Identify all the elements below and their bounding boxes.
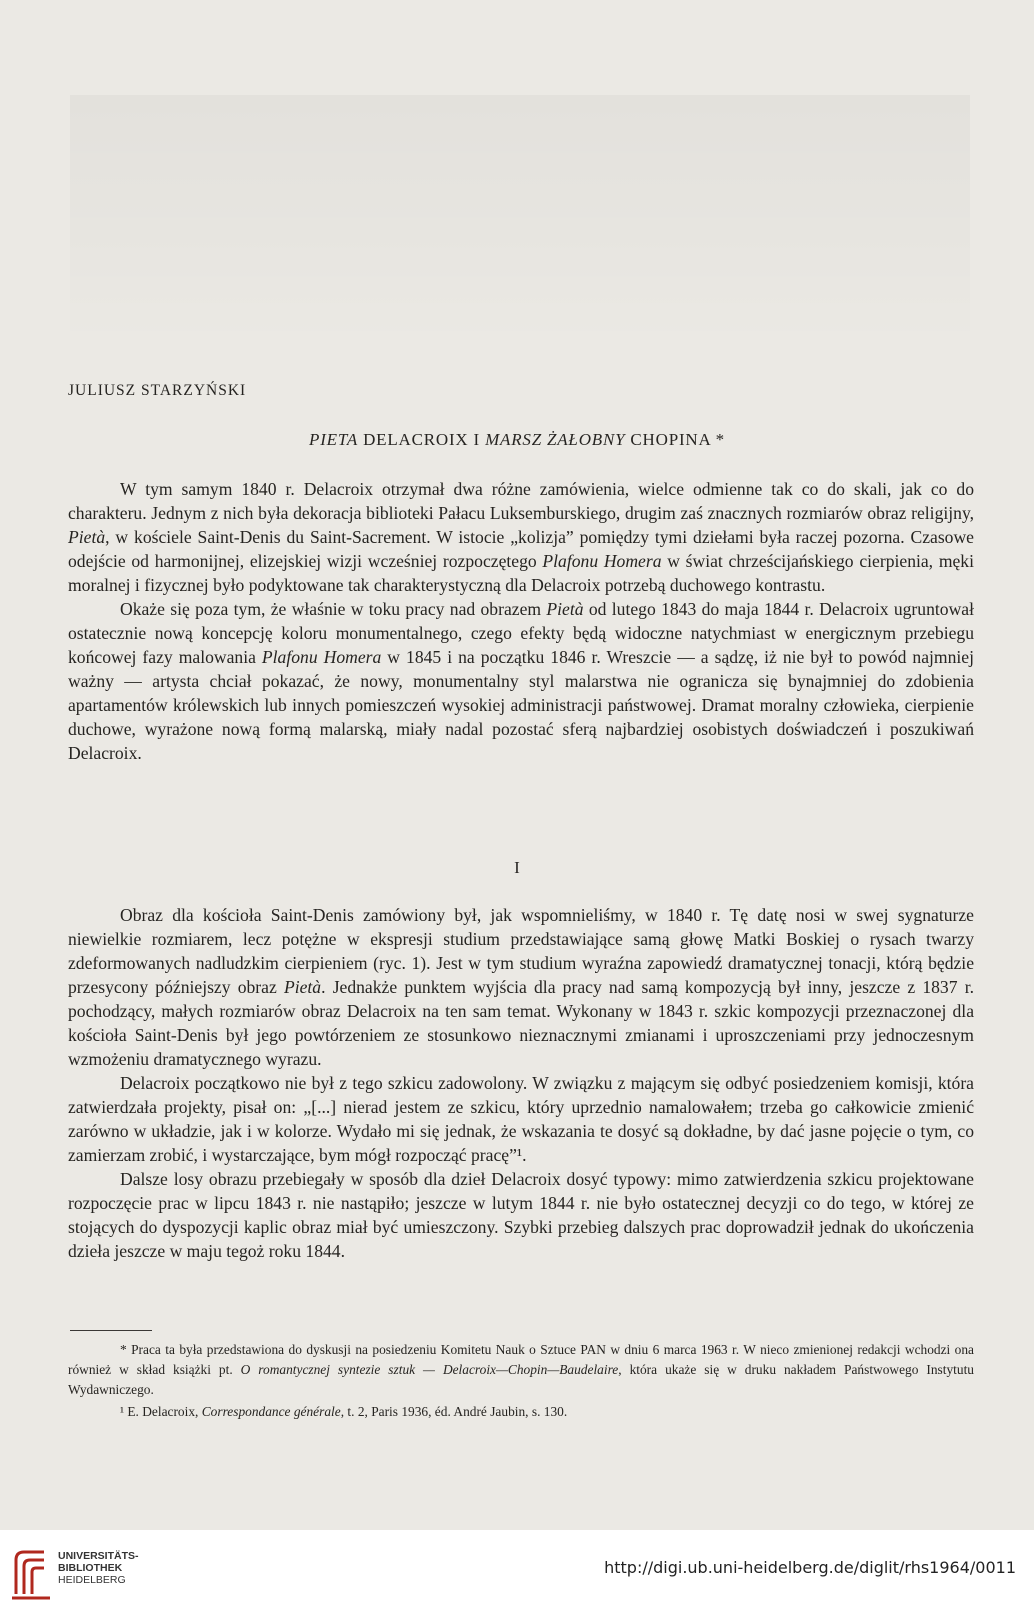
article-title <box>0 430 1034 450</box>
text-run: , w kościele Saint-Denis du Saint-Sacrement. W istocie „kolizja” pomiędzy tymi dziełami była raczej pozorna. Czasowe odejście od harmonijnej, elizejskiej wizji wcześniej rozpoczętego <box>68 527 974 571</box>
footnote <box>68 1402 974 1422</box>
footnote-divider <box>70 1330 152 1331</box>
library-name-line: UNIVERSITÄTS- <box>58 1550 139 1562</box>
title-part2: DELACROIX I <box>358 430 486 449</box>
section-numeral: I <box>514 858 520 877</box>
text-run: Okaże się poza tym, że właśnie w toku pracy nad obrazem <box>120 599 547 619</box>
title-part3: MARSZ ŻAŁOBNY <box>485 430 626 449</box>
library-name <box>58 1550 139 1586</box>
text-run: Pietà <box>68 527 106 547</box>
text-run: * Praca ta była przedstawiona do dyskusji na posiedzeniu Komitetu Nauk o Sztuce PAN w dniu 6 marca 1963 r. W nieco zmienionej redakcji wchodzi ona również w skład książki pt. <box>68 1342 974 1377</box>
library-name-line: HEIDELBERG <box>58 1574 126 1586</box>
text-run: Plafonu Homera <box>542 551 662 571</box>
author-name: JULIUSZ STARZYŃSKI <box>68 382 247 399</box>
intro-text <box>68 477 974 765</box>
source-url[interactable]: http://digi.ub.uni-heidelberg.de/diglit/rhs1964/0011 <box>604 1558 1016 1577</box>
text-run: w świat chrześcijańskiego cierpienia, męki moralnej i fizycznej było podyktowane tak charakterystyczną dla Delacroix potrzebą duchowego kontrastu. <box>68 551 974 595</box>
title-part1: PIETA <box>309 430 359 449</box>
paragraph <box>68 597 974 765</box>
title-part4: CHOPINA * <box>625 430 725 449</box>
text-run: Plafonu Homera <box>261 647 382 667</box>
paragraph <box>68 903 974 1071</box>
text-run: Correspondance générale <box>201 1404 341 1419</box>
text-run: Pietà <box>546 599 584 619</box>
library-footer <box>0 1530 1034 1614</box>
text-run: ¹ E. Delacroix, <box>120 1404 202 1419</box>
text-run: W tym samym 1840 r. Delacroix otrzymał dwa różne zamówienia, wielce odmienne tak co do skali, jak co do charakteru. Jednym z nich była dekoracja biblioteki Pałacu Luksemburskiego, drugim zaś znacznych rozmiarów obraz religijny, <box>68 479 974 523</box>
text-run: , t. 2, Paris 1936, éd. André Jaubin, s. 130. <box>340 1404 568 1419</box>
footnotes <box>68 1340 974 1424</box>
bleed-through-shadow <box>70 95 970 345</box>
text-run: Dalsze losy obrazu przebiegały w sposób dla dzieł Delacroix dosyć typowy: mimo zatwierdzenia szkicu projektowane rozpoczęcie prac w lipcu 1843 r. nie nastąpiło; jeszcze w lutym 1844 r. nie było ostatecznej decyzji co do tego, w której ze stojących do dyspozycji kaplic obraz miał być umieszczony. Szybki przebieg dalszych prac doprowadził jednak do ukończenia dzieła jeszcze w maju tegoż roku 1844. <box>68 1169 974 1261</box>
section-1-text <box>68 903 974 1263</box>
paragraph <box>68 1071 974 1167</box>
text-run: Obraz dla kościoła Saint-Denis zamówiony był, jak wspomnieliśmy, w 1840 r. Tę datę nosi w swej sygnaturze niewielkie rozmiarem, lecz potężne w ekspresji studium przedstawiające samą głowę Matki Boskiej o rysach twarzy zdeformowanych nadludzkim cierpieniem (ryc. 1). Jest w tym studium wyraźna zapowiedź dramatycznej tonacji, którą będzie przesycony późniejszy obraz <box>68 905 974 997</box>
footnote <box>68 1340 974 1400</box>
text-run: Delacroix początkowo nie był z tego szkicu zadowolony. W związku z mającym się odbyć posiedzeniem komisji, która zatwierdzała projekty, pisał on: „[...] nierad jestem ze szkicu, który uprzednio namalowałem; trzeba go całkowicie zmienić zarówno w układzie, jak i w kolorze. Wydało mi się jednak, że wskazania te dosyć są dokładne, by dać jasne pojęcie o tym, co zamierzam zrobić, i wystarczające, bym mógł rozpocząć pracę”¹. <box>68 1073 974 1165</box>
text-run: O romantycznej syntezie sztuk — Delacroix—Chopin—Baudelaire <box>240 1362 619 1377</box>
paragraph <box>68 1167 974 1263</box>
text-run: od lutego 1843 do maja 1844 r. Delacroix ugruntował ostatecznie nową koncepcję koloru monumentalnego, czego efekty będą widoczne natychmiast w energicznym przebiegu końcowej fazy malowania <box>68 599 974 667</box>
text-run: Pietà <box>283 977 322 997</box>
library-logo-icon <box>10 1546 54 1600</box>
paragraph <box>68 477 974 597</box>
text-run: w 1845 i na początku 1846 r. Wreszcie — a sądzę, iż nie był to powód najmniej ważny — artysta chciał pokazać, że nowy, monumentalny styl malarstwa nie ogranicza się bynajmniej do zdobienia apartamentów królewskich lub innych pomieszczeń wysokiej administracji państwowej. Dramat moralny człowieka, cierpienie duchowe, wyrażone nową formą malarską, miały nadal pozostać sferą najbardziej osobistych doświadczeń i poszukiwań Delacroix. <box>68 647 974 763</box>
text-run: , która ukaże się w druku nakładem Państwowego Instytutu Wydawniczego. <box>68 1362 974 1397</box>
text-run: . Jednakże punktem wyjścia dla pracy nad samą kompozycją był inny, jeszcze z 1837 r. pochodzący, małych rozmiarów obraz Delacroix na ten sam temat. Wykonany w 1843 r. szkic kompozycji przeznaczonej dla kościoła Saint-Denis był jego powtórzeniem ze stosunkowo nieznacznymi zmianami i uproszczeniami przy jednoczesnym wzmożeniu dramatycznego wyrazu. <box>68 977 974 1069</box>
library-name-line: BIBLIOTHEK <box>58 1562 123 1574</box>
